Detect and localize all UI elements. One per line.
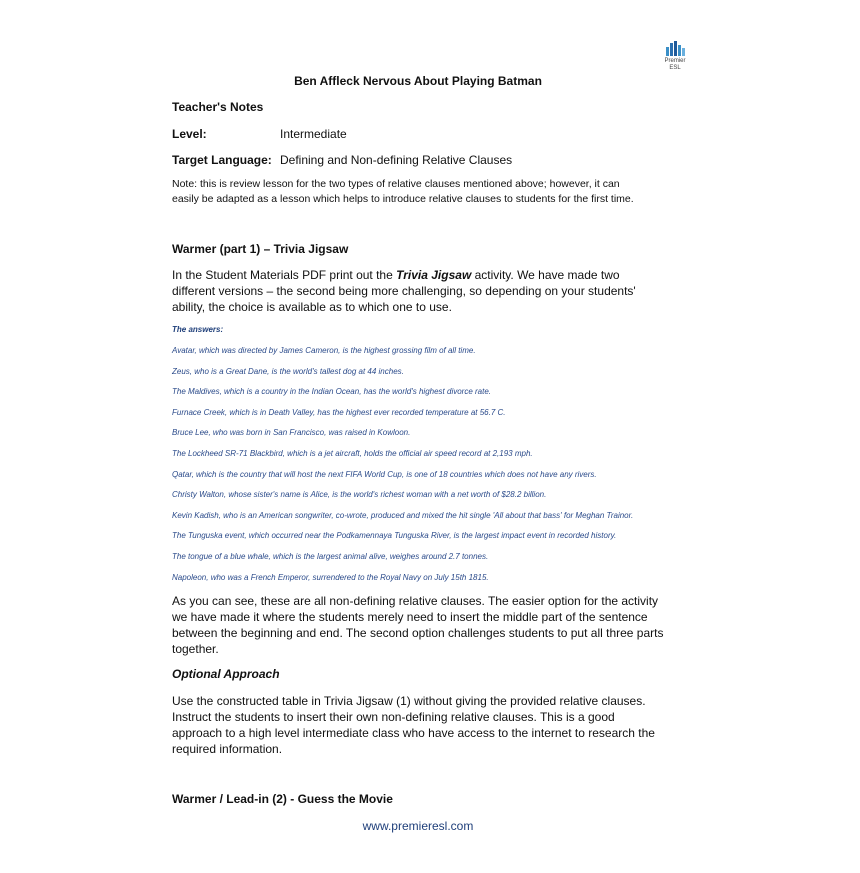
- answer-item: Kevin Kadish, who is an American songwriter, co-wrote, produced and mixed the hit single 'All about that bass' for Meghan Trainor.: [172, 510, 634, 520]
- answer-item: The tongue of a blue whale, which is the largest animal alive, weighes around 2.7 tonnes.: [172, 551, 489, 561]
- optional-line: Instruct the students to insert their own non-defining relative clauses. This is a good: [172, 710, 615, 724]
- answers-list: [172, 346, 692, 593]
- teachers-notes-heading: Teacher's Notes: [172, 100, 264, 114]
- intro-line: different versions – the second being more challenging, so depending on your students': [172, 284, 636, 298]
- note-line: Note: this is review lesson for the two types of relative clauses mentioned above; however, it can: [172, 178, 620, 190]
- explanation-line: As you can see, these are all non-defining relative clauses. The easier option for the activity: [172, 594, 659, 608]
- note-line: easily be adapted as a lesson which helps to introduce relative clauses to students for the first time.: [172, 193, 634, 205]
- optional-line: Use the constructed table in Trivia Jigsaw (1) without giving the provided relative clauses.: [172, 694, 646, 708]
- answer-item: The Tunguska event, which occurred near the Podkamennaya Tunguska River, is the largest impact event in recorded history.: [172, 531, 617, 541]
- answer-item: Christy Walton, whose sister's name is Alice, is the world's richest woman with a net worth of $28.2 billion.: [172, 490, 547, 500]
- explanation-line: between the beginning and end. The second option challenges students to put all three parts: [172, 626, 664, 640]
- answer-item: The Maldives, which is a country in the Indian Ocean, has the world's highest divorce rate.: [172, 387, 492, 397]
- logo-icon: [659, 40, 691, 58]
- warmer-part1-heading: Warmer (part 1) – Trivia Jigsaw: [172, 242, 349, 256]
- explanation-line: together.: [172, 642, 219, 656]
- logo-text-line1: Premier: [664, 58, 686, 64]
- answer-item: The Lockheed SR-71 Blackbird, which is a jet aircraft, holds the official air speed record at 2,193 mph.: [172, 448, 533, 458]
- optional-approach-heading: Optional Approach: [172, 667, 280, 681]
- warmer-part2-heading: Warmer / Lead-in (2) - Guess the Movie: [172, 792, 393, 806]
- optional-line: required information.: [172, 742, 283, 756]
- target-language-label: Target Language:: [172, 153, 272, 167]
- intro-line: [172, 267, 672, 283]
- trivia-jigsaw-emphasis: Trivia Jigsaw: [396, 268, 472, 282]
- level-label: Level:: [172, 127, 207, 141]
- premier-esl-logo: [659, 40, 691, 74]
- answers-heading: The answers:: [172, 325, 224, 334]
- answer-item: Furnace Creek, which is in Death Valley, has the highest ever recorded temperature at 56.7 C.: [172, 407, 506, 417]
- footer-website-link[interactable]: www.premieresl.com: [362, 819, 474, 833]
- optional-line: approach to a high level intermediate class who have access to the internet to research the: [172, 726, 655, 740]
- optional-approach-paragraph: [172, 693, 672, 757]
- intro-line: ability, the choice is available as to which one to use.: [172, 300, 452, 314]
- target-language-value: Defining and Non-defining Relative Clauses: [280, 153, 513, 167]
- teacher-note: [172, 177, 672, 207]
- answer-item: Bruce Lee, who was born in San Francisco, was raised in Kowloon.: [172, 428, 411, 438]
- logo-text-line2: ESL: [669, 65, 681, 71]
- level-value: Intermediate: [280, 127, 347, 141]
- answer-item: Napoleon, who was a French Emperor, surrendered to the Royal Navy on July 15th 1815.: [172, 572, 489, 582]
- answer-item: Qatar, which is the country that will host the next FIFA World Cup, is one of 18 countries which does not have any rivers.: [172, 469, 597, 479]
- intro-text: activity. We have made two: [471, 268, 620, 282]
- page-title: Ben Affleck Nervous About Playing Batman: [294, 74, 542, 88]
- intro-text: In the Student Materials PDF print out the: [172, 268, 397, 282]
- explanation-paragraph: [172, 593, 672, 657]
- explanation-line: we have made it where the students merely need to insert the middle part of the sentence: [172, 610, 648, 624]
- answer-item: Avatar, which was directed by James Cameron, is the highest grossing film of all time.: [172, 346, 476, 355]
- answer-item: Zeus, who is a Great Dane, is the world's tallest dog at 44 inches.: [172, 366, 404, 376]
- warmer-part1-intro: [172, 267, 672, 315]
